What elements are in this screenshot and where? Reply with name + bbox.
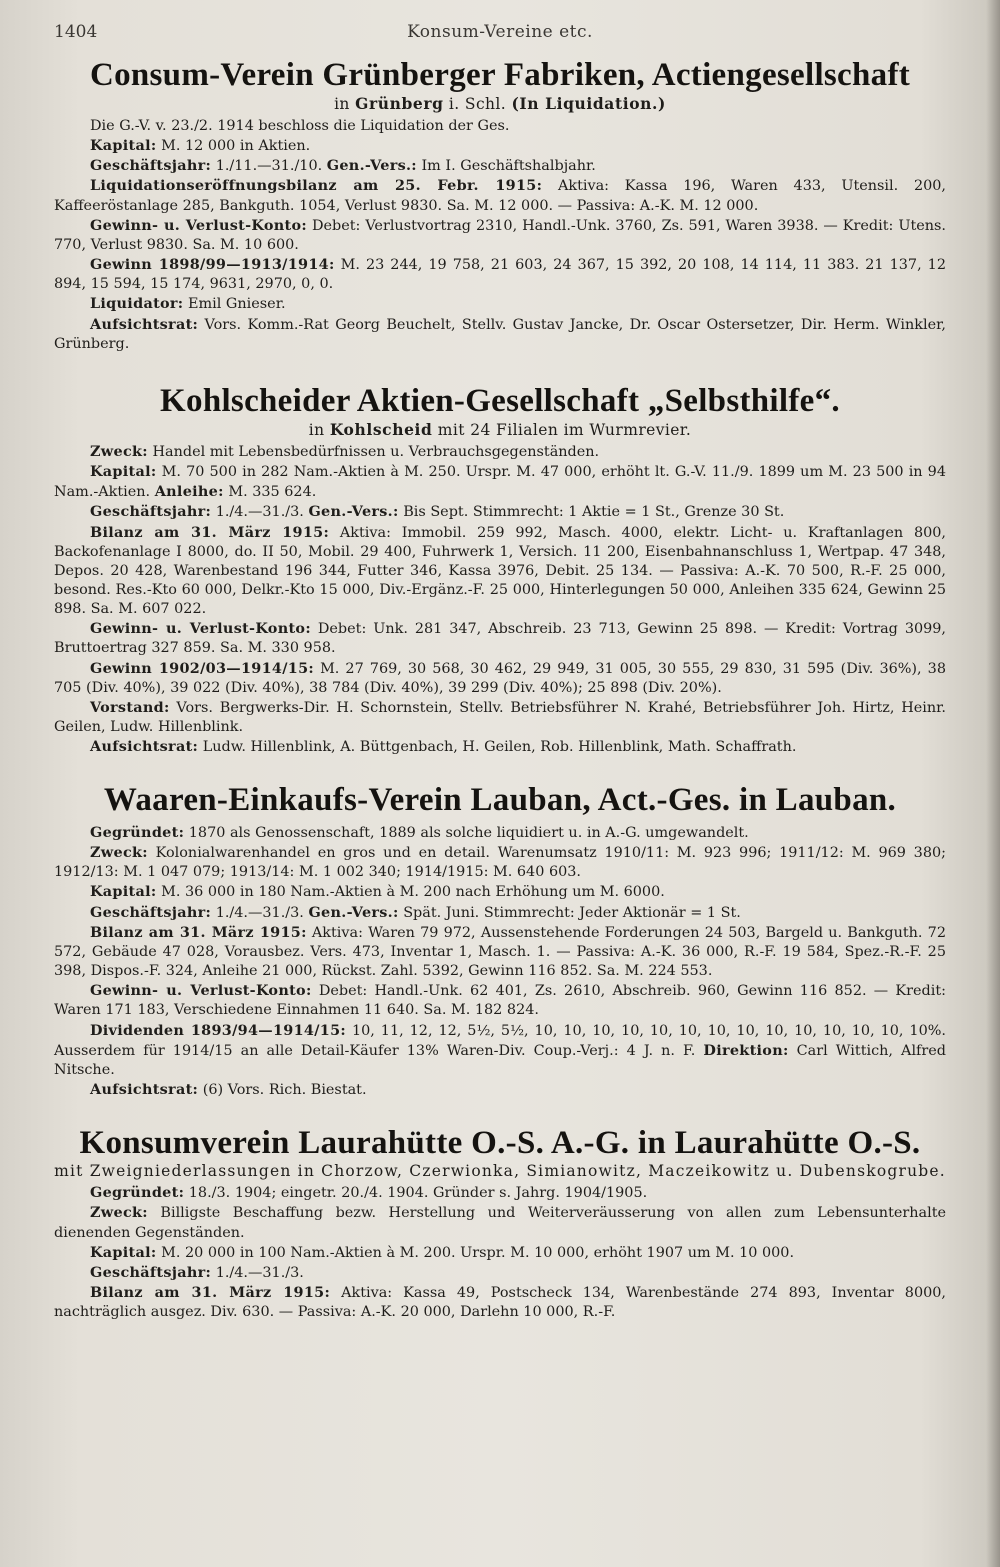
company-entry (54, 1126, 946, 1322)
entry-paragraph: Aufsichtsrat: Vors. Komm.-Rat Georg Beuchelt, Stellv. Gustav Jancke, Dr. Oscar Ostersetzer, Dir. Herm. Winkler, Grünberg. (54, 315, 947, 352)
entry-paragraph: Liquidationseröffnungsbilanz am 25. Febr. 1915: Aktiva: Kassa 196, Waren 433, Utensil. 200, Kaffeeröstanlage 285, Bankguth. 1054, Verlust 9830. Sa. M. 12 000. — Passiva: A.-K. M. 12 000. (54, 177, 947, 214)
entry-paragraph: Dividenden 1893/94—1914/15: 10, 11, 12, 12, 5½, 5½, 10, 10, 10, 10, 10, 10, 10, 10, 10, 10, 10, 10, 10, 10%. Ausserdem für 1914/15 an alle Detail-Käufer 13% Waren-Div. Coup.-Verj.: 4 J. n. F. Direktion: Carl Wittich, Alfred Nitsche. (54, 1021, 946, 1078)
entry-paragraph: Gegründet: 1870 als Genossenschaft, 1889 als solche liquidiert u. in A.-G. umgewandelt. (90, 824, 749, 841)
company-place: Grünberg (355, 93, 444, 113)
company-place: Kohlscheid (329, 419, 433, 439)
entry-paragraph: Gegründet: 18./3. 1904; eingetr. 20./4. 1904. Gründer s. Jahrg. 1904/1905. (90, 1184, 648, 1202)
company-title: Kohlscheider Aktien-Gesellschaft „Selbsthilfe“. (160, 382, 840, 419)
entry-paragraph: Gewinn- u. Verlust-Konto: Debet: Unk. 281 347, Abschreib. 23 713, Gewinn 25 898. — Kredit: Vortrag 3099, Bruttoertrag 327 859. Sa. M. 330 958. (54, 620, 947, 657)
company-title: Consum-Verein Grünberger Fabriken, Actiengesellschaft (89, 57, 911, 93)
entry-paragraph: Kapital: M. 70 500 in 282 Nam.-Aktien à M. 250. Urspr. M. 47 000, erhöht lt. G.-V. 11./9. 1899 um M. 23 500 in 94 Nam.-Aktien. Anleihe: M. 335 624. (54, 463, 946, 501)
entry-paragraph: Aufsichtsrat: (6) Vors. Rich. Biestat. (90, 1081, 367, 1099)
entry-paragraph: Bilanz am 31. März 1915: Aktiva: Kassa 49, Postscheck 134, Warenbestände 274 893, Inventar 8000, nachträglich ausgez. Div. 630. — Passiva: A.-K. 20 000, Darlehn 10 000, R.-F. (54, 1283, 946, 1321)
entry-paragraph: Die G.-V. v. 23./2. 1914 beschloss die Liquidation der Ges. (90, 118, 510, 134)
company-entry (54, 58, 946, 354)
liquidation-note: (In Liquidation.) (511, 93, 666, 113)
entry-paragraph: Bilanz am 31. März 1915: Aktiva: Immobil. 259 992, Masch. 4000, elektr. Licht- u. Kraftanlagen 800, Backofenanlage I 8000, do. II 50, Mobil. 29 400, Fuhrwerk 1, Versich. 11 200, Eisenbahnanschluss 1, Wertpap. 47 348, Depos. 20 428, Warenbestand 196 344, Futter 346, Kassa 3976, Debit. 25 134. — Passiva: A.-K. 70 500, R.-F. 25 000, besond. Res.-Kto 60 000, Delkr.-Kto 15 000, Div.-Ergänz.-F. 25 000, Hinterlegungen 50 000, Anleihen 335 624, Gewinn 25 898. Sa. M. 607 022. (54, 523, 946, 618)
entry-paragraph: Kapital: M. 20 000 in 100 Nam.-Aktien à M. 200. Urspr. M. 10 000, erhöht 1907 um M. 10 000. (90, 1243, 795, 1261)
company-subtitle: mit Zweigniederlassungen in Chorzow, Czerwionka, Simianowitz, Maczeikowitz u. Dubenskogrube. (54, 1161, 946, 1180)
entry-paragraph: Gewinn 1902/03—1914/15: M. 27 769, 30 568, 30 462, 29 949, 31 005, 30 555, 29 830, 31 595 (Div. 36%), 38 705 (Div. 40%), 39 022 (Div. 40%), 38 784 (Div. 40%), 39 299 (Div. 40%); 25 898 (Div. 20%). (54, 659, 946, 696)
company-entry (54, 384, 946, 758)
running-head: Konsum-Vereine etc. (407, 22, 593, 42)
entry-paragraph: Gewinn- u. Verlust-Konto: Debet: Verlustvortrag 2310, Handl.-Unk. 3760, Zs. 591, Waren 3938. — Kredit: Utens. 770, Verlust 9830. Sa. M. 10 600. (54, 216, 946, 253)
entry-paragraph: Geschäftsjahr: 1./11.—31./10. Gen.-Vers.: Im I. Geschäftshalbjahr. (90, 157, 596, 175)
entry-paragraph: Liquidator: Emil Gnieser. (90, 295, 286, 313)
page-edge-shadow (986, 0, 1000, 1567)
company-title: Konsumverein Laurahütte O.-S. A.-G. in Laurahütte O.-S. (79, 1125, 921, 1162)
company-title: Waaren-Einkaufs-Verein Lauban, Act.-Ges. in Lauban. (103, 782, 897, 819)
entry-paragraph: Vorstand: Vors. Bergwerks-Dir. H. Schornstein, Stellv. Betriebsführer N. Krahé, Betriebsführer Joh. Hirtz, Heinr. Geilen, Ludw. Hillenblink. (54, 698, 946, 736)
entry-paragraph: Bilanz am 31. März 1915: Aktiva: Waren 79 972, Aussenstehende Forderungen 24 503, Bargeld u. Bankguth. 72 572, Gebäude 47 028, Vorausbez. Vers. 473, Inventar 1, Masch. 1. — Passiva: A.-K. 36 000, R.-F. 19 584, Spez.-R.-F. 25 398, Dispos.-F. 324, Anleihe 21 000, Rückst. Zahl. 5392, Gewinn 116 852. Sa. M. 224 553. (54, 923, 946, 980)
entry-paragraph: Zweck: Kolonialwarenhandel en gros und en detail. Warenumsatz 1910/11: M. 923 996; 1911/12: M. 969 380; 1912/13: M. 1 047 079; 1913/14: M. 1 002 340; 1914/1915: M. 640 603. (54, 844, 946, 881)
company-subtitle: in Grünberg i. Schl. (In Liquidation.) (334, 93, 666, 113)
entry-paragraph: Geschäftsjahr: 1./4.—31./3. Gen.-Vers.: Bis Sept. Stimmrecht: 1 Aktie = 1 St., Grenze 30 St. (90, 503, 785, 521)
entry-paragraph: Kapital: M. 36 000 in 180 Nam.-Aktien à M. 200 nach Erhöhung um M. 6000. (90, 883, 665, 901)
page-header (54, 14, 946, 48)
company-entry (54, 783, 946, 1100)
entry-paragraph: Kapital: M. 12 000 in Aktien. (90, 137, 311, 155)
entry-paragraph: Gewinn- u. Verlust-Konto: Debet: Handl.-Unk. 62 401, Zs. 2610, Abschreib. 960, Gewinn 116 852. — Kredit: Waren 171 183, Verschiedene Einnahmen 11 640. Sa. M. 182 824. (54, 982, 947, 1019)
entry-paragraph: Aufsichtsrat: Ludw. Hillenblink, A. Büttgenbach, H. Geilen, Rob. Hillenblink, Math. Schaffrath. (90, 738, 797, 756)
entry-paragraph: Geschäftsjahr: 1./4.—31./3. Gen.-Vers.: Spät. Juni. Stimmrecht: Jeder Aktionär = 1 St. (90, 903, 741, 921)
entry-paragraph: Zweck: Handel mit Lebensbedürfnissen u. Verbrauchsgegenständen. (90, 442, 600, 460)
company-subtitle: in Kohlscheid mit 24 Filialen im Wurmrevier. (308, 419, 692, 439)
entry-paragraph: Zweck: Billigste Beschaffung bezw. Herstellung und Weiterveräusserung von allen zum Lebensunterhalte dienenden Gegenständen. (54, 1204, 946, 1241)
entry-paragraph: Gewinn 1898/99—1913/1914: M. 23 244, 19 758, 21 603, 24 367, 15 392, 20 108, 14 114, 11 383. 21 137, 12 894, 15 594, 15 174, 9631, 2970, 0, 0. (54, 256, 946, 293)
page-number: 1404 (54, 22, 98, 42)
entry-paragraph: Geschäftsjahr: 1./4.—31./3. (90, 1263, 304, 1281)
